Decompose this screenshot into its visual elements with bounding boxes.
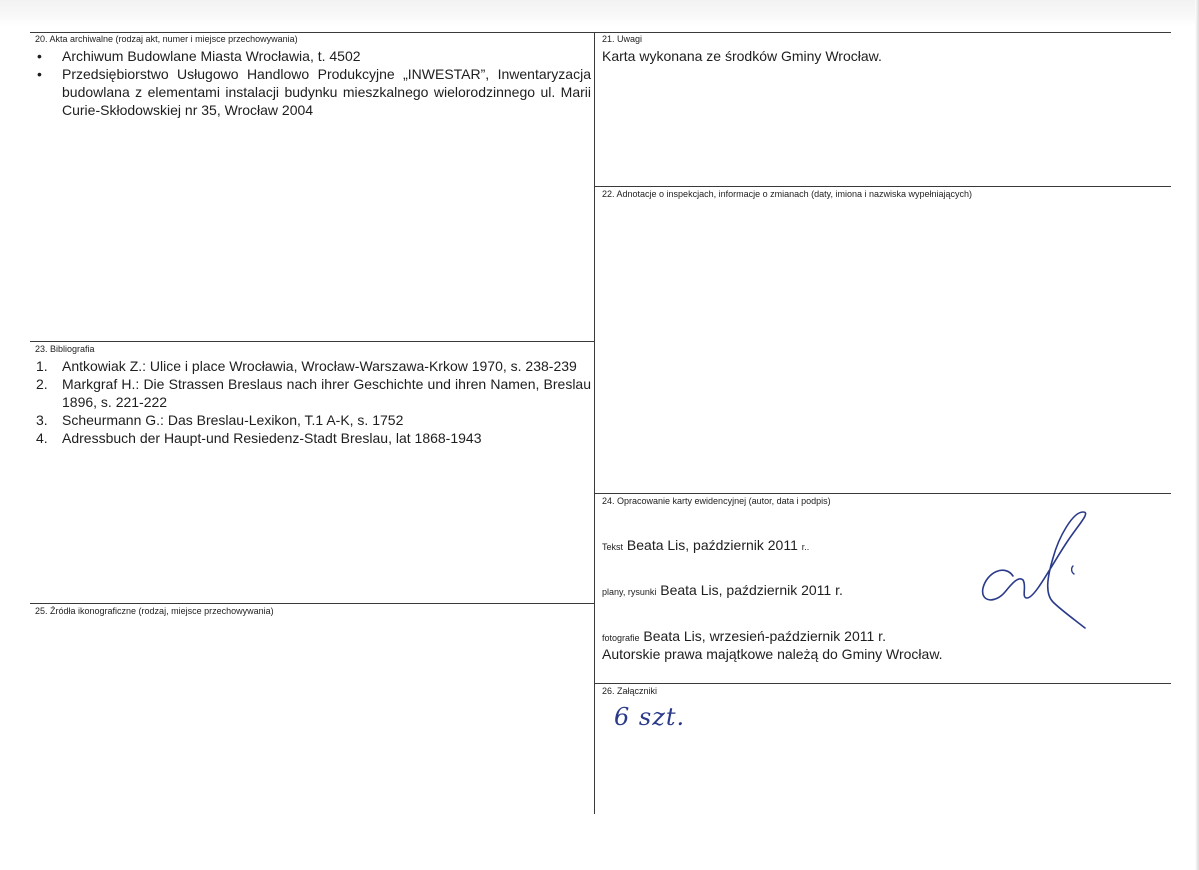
list-item (33, 357, 591, 375)
section-20-content (33, 47, 591, 119)
rule-above-24 (595, 493, 1171, 494)
archival-records-list (33, 47, 591, 119)
rule-above-25 (30, 603, 594, 604)
plans-author-value: Beata Lis, październik 2011 r. (660, 582, 843, 598)
list-item (33, 65, 591, 119)
text-author-suffix: r.. (801, 542, 810, 552)
bibliography-list (33, 357, 591, 447)
list-item (33, 411, 591, 429)
photos-author-value: Beata Lis, wrzesień-październik 2011 r. (643, 628, 886, 644)
list-item-text: Markgraf H.: Die Strassen Breslaus nach ihrer Geschichte und ihren Namen, Breslau 1896, s. 221-222 (62, 376, 591, 410)
list-item (33, 429, 591, 447)
rule-above-22 (595, 186, 1171, 187)
list-number: 2. (36, 376, 48, 392)
list-item-text: Adressbuch der Haupt-und Resiedenz-Stadt Breslau, lat 1868-1943 (62, 430, 482, 446)
plans-author-label: plany, rysunki (602, 587, 657, 597)
top-rule (30, 32, 1171, 33)
section-22-label: 22. Adnotacje o inspekcjach, informacje o zmianach (daty, imiona i nazwiska wypełniających) (602, 189, 973, 199)
list-item (33, 375, 591, 411)
photos-author-line (602, 627, 886, 647)
section-23-content (33, 357, 591, 447)
section-25-label: 25. Źródła ikonograficzne (rodzaj, miejsce przechowywania) (35, 606, 274, 616)
rule-above-26 (595, 683, 1171, 684)
list-number: 4. (36, 430, 48, 446)
attachments-count-handwritten: 6 szt. (614, 703, 686, 731)
list-item-text: Antkowiak Z.: Ulice i place Wrocławia, Wrocław-Warszawa-Krkow 1970, s. 238-239 (62, 358, 577, 374)
list-item (33, 47, 591, 65)
plans-author-line (602, 581, 843, 601)
section-21-text: Karta wykonana ze środków Gminy Wrocław. (602, 48, 882, 64)
bullet-icon: • (37, 66, 42, 82)
text-author-value: Beata Lis, październik 2011 (626, 537, 798, 553)
section-20-label: 20. Akta archiwalne (rodzaj akt, numer i miejsce przechowywania) (35, 34, 298, 44)
list-number: 3. (36, 412, 48, 428)
author-signature (975, 506, 1115, 636)
photos-author-label: fotografie (602, 633, 640, 643)
section-23-label: 23. Bibliografia (35, 344, 95, 354)
section-21-label: 21. Uwagi (602, 34, 643, 44)
rule-above-23 (30, 341, 594, 342)
copyright-note: Autorskie prawa majątkowe należą do Gminy Wrocław. (602, 646, 943, 662)
section-24-label: 24. Opracowanie karty ewidencyjnej (autor, data i podpis) (602, 496, 831, 506)
bullet-icon: • (37, 48, 42, 64)
page-edge (1195, 0, 1199, 870)
section-26-label: 26. Załączniki (602, 686, 658, 696)
list-number: 1. (36, 358, 48, 374)
list-item-text: Archiwum Budowlane Miasta Wrocławia, t. 4502 (62, 48, 361, 64)
list-item-text: Przedsiębiorstwo Usługowo Handlowo Produkcyjne „INWESTAR”, Inwentaryzacja budowlana z elementami instalacji budynku mieszkalnego wielorodzinnego ul. Marii Curie-Skłodowskiej nr 35, Wrocław 2004 (62, 66, 591, 118)
text-author-label: Tekst (602, 542, 624, 552)
list-item-text: Scheurmann G.: Das Breslau-Lexikon, T.1 A-K, s. 1752 (62, 412, 404, 428)
text-author-line (602, 536, 809, 556)
column-divider (594, 32, 595, 814)
